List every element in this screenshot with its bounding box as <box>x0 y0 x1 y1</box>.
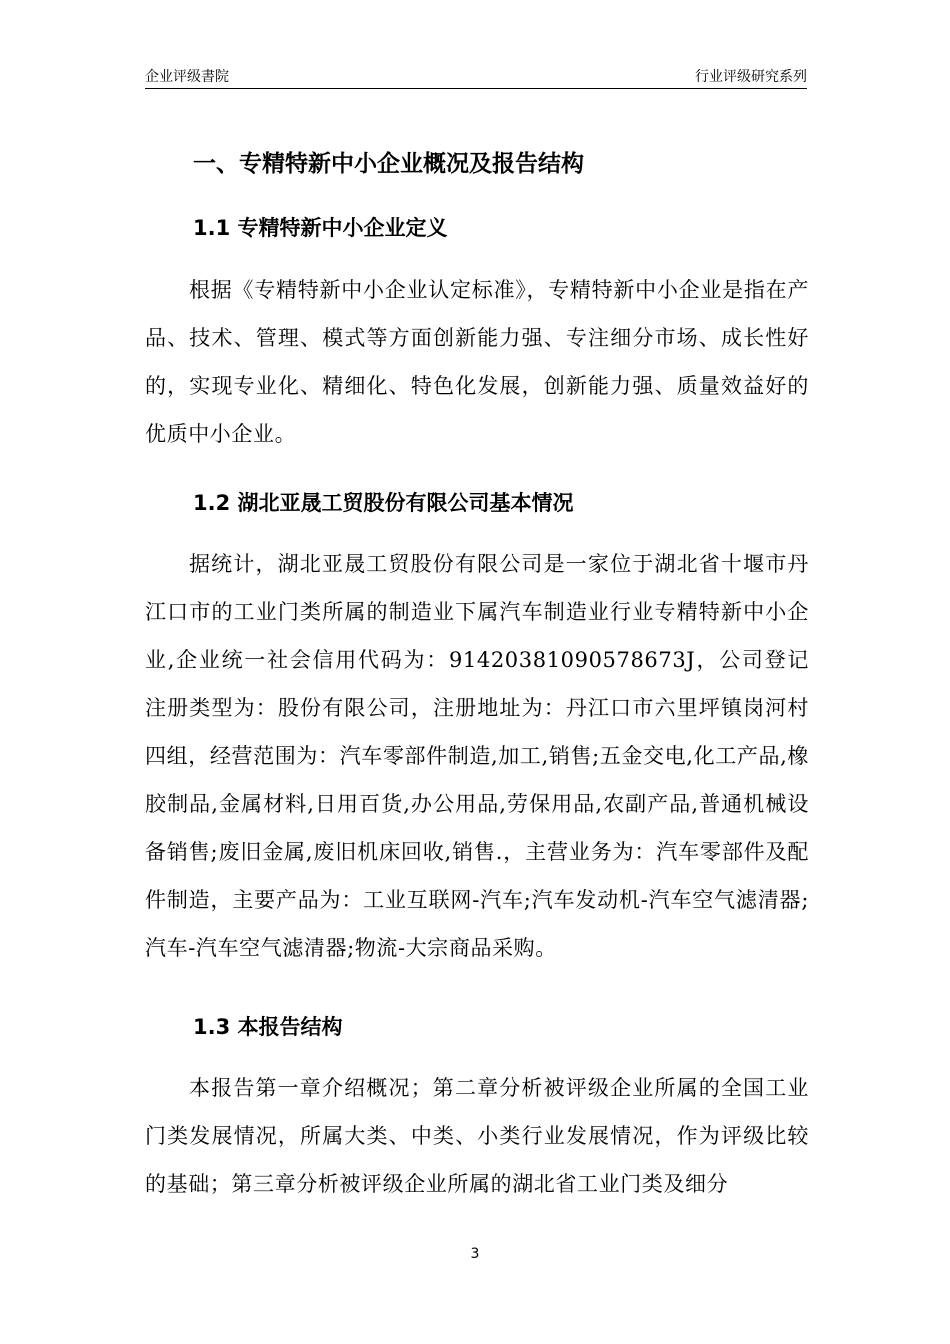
page-number: 3 <box>470 1246 480 1262</box>
section-paragraph-1-2: 据统计，湖北亚晟工贸股份有限公司是一家位于湖北省十堰市丹江口市的工业门类所属的制造业下属汽车制造业行业专精特新中小企业,企业统一社会信用代码为：91420381090578673J，公司登记注册类型为：股份有限公司，注册地址为：丹江口市六里坪镇岗河村四组，经营范围为：汽车零部件制造,加工,销售;五金交电,化工产品,橡胶制品,金属材料,日用百货,办公用品,劳保用品,农副产品,普通机械设备销售;废旧金属,废旧机床回收,销售.，主营业务为：汽车零部件及配件制造，主要产品为：工业互联网-汽车;汽车发动机-汽车空气滤清器;汽车-汽车空气滤清器;物流-大宗商品采购。 <box>145 552 809 960</box>
section-heading-1-2: 1.2 湖北亚晟工贸股份有限公司基本情况 <box>193 491 574 515</box>
section-heading-1-3: 1.3 本报告结构 <box>193 1015 343 1039</box>
header-left-text: 企业评级書院 <box>145 69 229 85</box>
header-right-text: 行业评级研究系列 <box>695 69 807 85</box>
section-paragraph-1-1: 根据《专精特新中小企业认定标准》，专精特新中小企业是指在产品、技术、管理、模式等方面创新能力强、专注细分市场、成长性好的，实现专业化、精细化、特色化发展，创新能力强、质量效益好的优质中小企业。 <box>145 278 809 446</box>
section-paragraph-1-3: 本报告第一章介绍概况；第二章分析被评级企业所属的全国工业门类发展情况，所属大类、中类、小类行业发展情况，作为评级比较的基础；第三章分析被评级企业所属的湖北省工业门类及细分 <box>145 1076 809 1196</box>
section-heading-1-1: 1.1 专精特新中小企业定义 <box>193 216 448 240</box>
chapter-title: 一、专精特新中小企业概况及报告结构 <box>193 151 584 177</box>
page-header <box>145 66 807 89</box>
